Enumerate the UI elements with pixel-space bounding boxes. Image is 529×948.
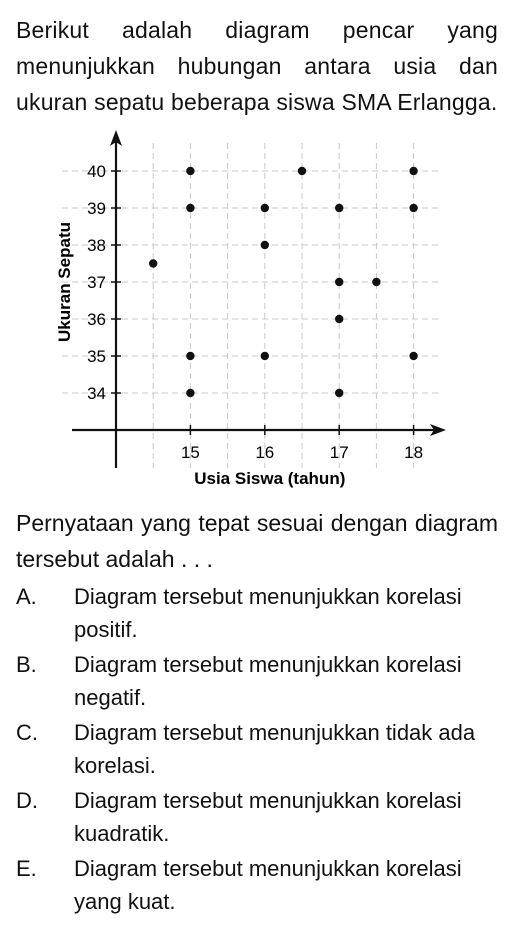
option-text: Diagram tersebut menunjukkan korelasi kuadratik. (74, 788, 462, 846)
scatter-chart (44, 118, 464, 494)
y-tick-label: 35 (87, 347, 106, 366)
scatter-plot-svg (44, 118, 464, 494)
option-text: Diagram tersebut menunjukkan tidak ada korelasi. (74, 720, 476, 778)
data-point (261, 352, 269, 360)
tick-labels (87, 162, 423, 462)
intro-text: Berikut adalah diagram pencar yang menunjukkan hubungan antara usia dan ukuran sepatu beberapa siswa SMA Erlangga. (16, 17, 498, 115)
y-tick-label: 40 (87, 162, 106, 181)
data-point (261, 204, 269, 212)
data-point (372, 278, 380, 286)
x-tick-label: 16 (255, 443, 275, 462)
data-point (409, 167, 417, 175)
question-text: Pernyataan yang tepat sesuai dengan diagram tersebut adalah . . . (16, 510, 498, 572)
data-point (335, 204, 343, 212)
option-letter: C. (16, 720, 38, 745)
option-b[interactable] (16, 648, 498, 714)
answer-options (16, 580, 498, 920)
data-point (298, 167, 306, 175)
y-tick-label: 37 (87, 273, 106, 292)
x-tick-label: 17 (329, 443, 349, 462)
data-point (261, 241, 269, 249)
data-point (186, 167, 194, 175)
grid (62, 143, 442, 468)
data-point (335, 278, 343, 286)
y-tick-label: 38 (87, 236, 106, 255)
y-tick-label: 39 (87, 199, 106, 218)
x-tick-label: 15 (180, 443, 200, 462)
option-text: Diagram tersebut menunjukkan korelasi positif. (74, 584, 462, 642)
data-point (335, 315, 343, 323)
option-letter: A. (16, 584, 37, 609)
data-point (409, 204, 417, 212)
option-letter: E. (16, 856, 37, 881)
y-tick-label: 36 (87, 310, 106, 329)
option-text: Diagram tersebut menunjukkan korelasi negatif. (74, 652, 462, 710)
option-text: Diagram tersebut menunjukkan korelasi yang kuat. (74, 856, 462, 914)
data-point (149, 259, 157, 267)
data-point (335, 389, 343, 397)
y-tick-label: 34 (87, 384, 106, 403)
option-a[interactable] (16, 580, 498, 646)
option-e[interactable] (16, 852, 498, 918)
data-point (186, 389, 194, 397)
x-tick-label: 18 (404, 443, 424, 462)
option-c[interactable] (16, 716, 498, 782)
option-letter: B. (16, 652, 37, 677)
x-axis-label: Usia Siswa (tahun) (194, 469, 346, 488)
axes (72, 130, 446, 468)
option-letter: D. (16, 788, 38, 813)
data-point (409, 352, 417, 360)
data-point (186, 204, 194, 212)
y-axis-label: Ukuran Sepatu (55, 222, 74, 342)
option-d[interactable] (16, 784, 498, 850)
data-point (186, 352, 194, 360)
